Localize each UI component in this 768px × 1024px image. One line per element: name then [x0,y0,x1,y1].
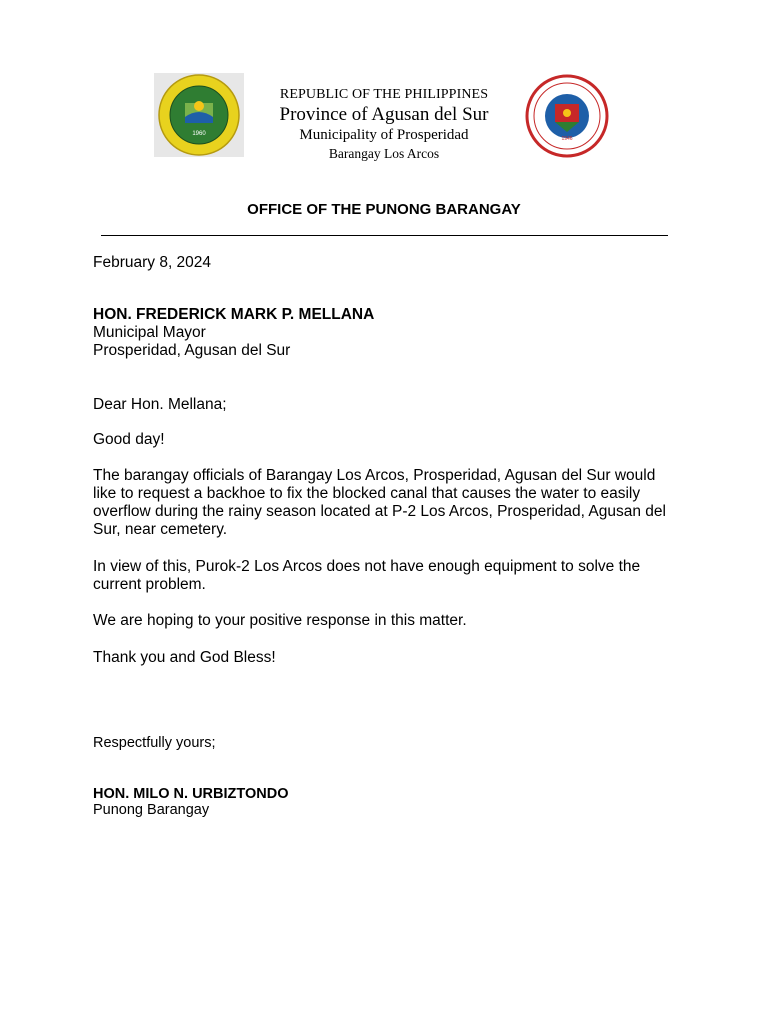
closing-thanks: Thank you and God Bless! [93,649,276,666]
recipient-address: Prosperidad, Agusan del Sur [93,342,291,359]
letterhead [258,86,510,163]
municipality-line: Municipality of Prosperidad [299,127,469,143]
signatory-name: HON. MILO N. URBIZTONDO [93,786,289,802]
office-title: OFFICE OF THE PUNONG BARANGAY [247,201,521,218]
greeting: Good day! [93,431,165,448]
recipient-title: Municipal Mayor [93,324,206,341]
paragraph-reason: In view of this, Purok-2 Los Arcos does not have enough equipment to solve the current problem. [93,558,641,593]
complimentary-close: Respectfully yours; [93,735,216,751]
salutation: Dear Hon. Mellana; [93,396,227,413]
republic-line: REPUBLIC OF THE PHILIPPINES [279,87,489,102]
recipient-name: HON. FREDERICK MARK P. MELLANA [93,306,375,323]
barangay-seal-icon [520,74,614,158]
header-divider [101,235,668,236]
svg-text:1946: 1946 [561,136,573,142]
municipal-seal-icon [154,73,244,157]
paragraph-request: The barangay officials of Barangay Los Arcos, Prosperidad, Agusan del Sur would like to request a backhoe to fix the blocked canal that causes the water to easily overflow during the rainy season located at P-2 Los Arcos, Prosperidad, Agusan del Sur, near cemetery. [93,467,666,538]
signatory-title: Punong Barangay [93,802,210,818]
letter-date: February 8, 2024 [93,254,212,271]
svg-text:1960: 1960 [192,131,206,137]
paragraph-hope: We are hoping to your positive response in this matter. [93,612,467,629]
barangay-line: Barangay Los Arcos [328,146,440,161]
province-line: Province of Agusan del Sur [279,104,489,125]
